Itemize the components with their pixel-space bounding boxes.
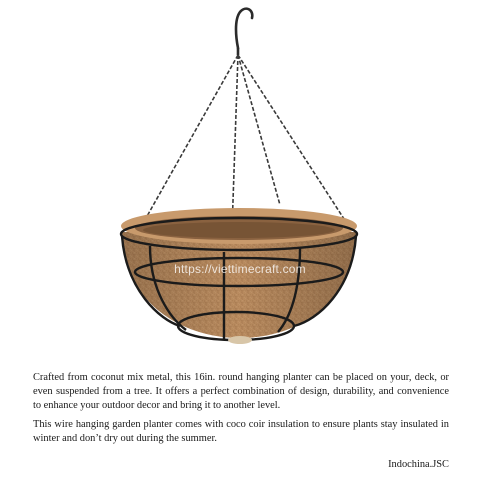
chains: [146, 55, 346, 230]
hook: [236, 9, 252, 55]
description-paragraph-1: Crafted from coconut mix metal, this 16in. round hanging planter can be placed on your, deck, or even suspended from a tree. It offers a perfect combination of design, durability, and convenience to enhance your outdoor decor and bring it to another level.: [33, 372, 449, 412]
drain-spot: [228, 336, 252, 344]
description-paragraph-2: This wire hanging garden planter comes with coco coir insulation to ensure plants stay insulated in winter and don’t dry out during the summer.: [33, 419, 449, 445]
company-signature: Indochina.JSC: [388, 459, 449, 470]
watermark-text: https://viettimecraft.com: [174, 262, 306, 276]
